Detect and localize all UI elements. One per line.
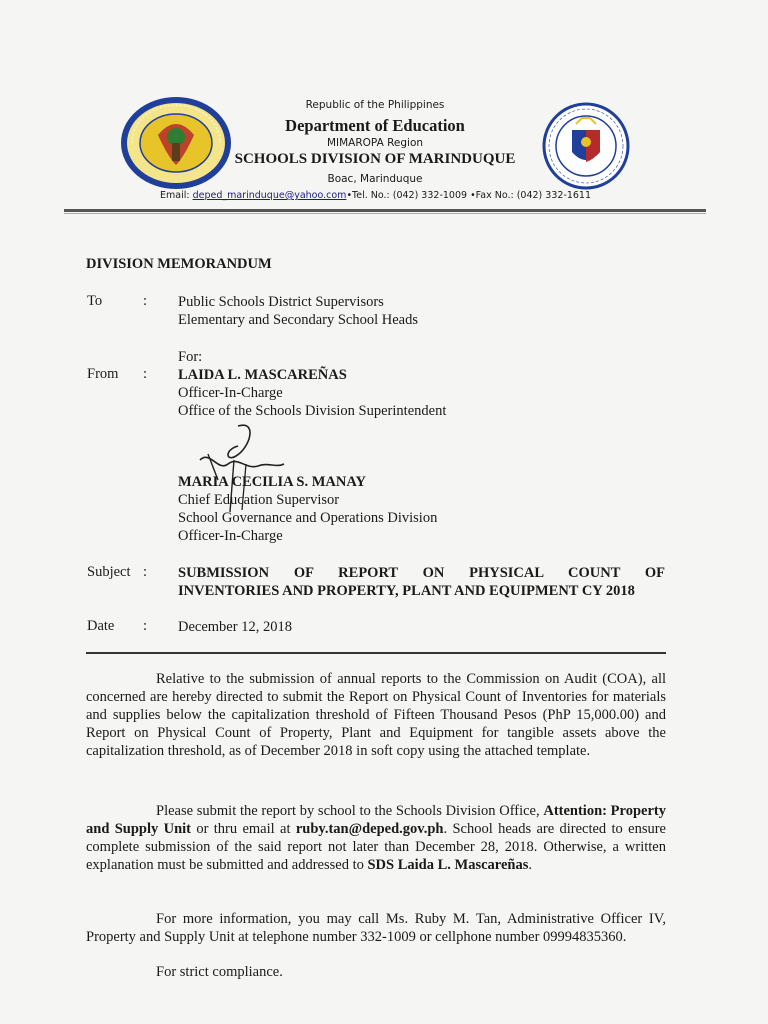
republic-line: Republic of the Philippines — [305, 99, 445, 111]
for-label: For: — [178, 349, 203, 365]
signer-line-1: Chief Education Supervisor — [178, 492, 340, 508]
p2-text-a: Please submit the report by school to the Schools Division Office, — [156, 803, 544, 819]
to-line-2: Elementary and Secondary School Heads — [178, 312, 418, 328]
subject-label: Subject — [87, 564, 131, 580]
from-label: From — [87, 366, 119, 382]
date-label: Date — [87, 618, 115, 634]
header-rule-thin — [64, 213, 706, 214]
body-paragraph-2 — [86, 802, 666, 874]
p2-text-g: . — [528, 857, 532, 873]
subject-line-2: INVENTORIES AND PROPERTY, PLANT AND EQUIPMENT CY 2018 — [178, 583, 635, 599]
from-name: LAIDA L. MASCAREÑAS — [178, 367, 347, 383]
header-rule — [64, 209, 706, 212]
contact-line — [160, 190, 610, 201]
signer-line-3: Officer-In-Charge — [178, 528, 283, 544]
from-colon: : — [143, 366, 148, 382]
to-label: To — [87, 293, 103, 309]
p2-email[interactable]: ruby.tan@deped.gov.ph — [295, 821, 444, 837]
department-name: Department of Education — [285, 116, 465, 135]
signer-name: MARIA CECILIA S. MANAY — [178, 474, 366, 490]
from-title-2: Office of the Schools Division Superintendent — [178, 403, 447, 419]
p2-text-c: or thru email at — [191, 821, 296, 837]
subject-line-1: SUBMISSION OF REPORT ON PHYSICAL COUNT OF — [178, 565, 665, 581]
date-value: December 12, 2018 — [178, 619, 292, 635]
body-paragraph-3: For more information, you may call Ms. Ruby M. Tan, Administrative Officer IV, Property and Supply Unit at telephone number 332-1009 or cellphone number 09994835360. — [86, 911, 666, 945]
contact-rest: •Tel. No.: (042) 332-1009 •Fax No.: (042) 332-1611 — [346, 190, 592, 201]
subject-colon: : — [143, 564, 148, 580]
memo-divider — [86, 652, 666, 654]
body-paragraph-4: For strict compliance. — [156, 964, 283, 980]
p2-sds-name: SDS Laida L. Mascareñas — [367, 857, 529, 873]
date-colon: : — [143, 618, 148, 634]
email-link[interactable]: deped_marinduque@yahoo.com — [192, 190, 347, 201]
to-line-1: Public Schools District Supervisors — [178, 294, 384, 310]
from-title-1: Officer-In-Charge — [178, 385, 283, 401]
division-name: SCHOOLS DIVISION OF MARINDUQUE — [234, 151, 516, 167]
address-line: Boac, Marinduque — [327, 173, 423, 185]
region-line: MIMAROPA Region — [326, 137, 424, 149]
to-colon: : — [143, 293, 148, 309]
signer-line-2: School Governance and Operations Division — [178, 510, 438, 526]
p2-attention: Attention: Property and Supply Unit — [86, 803, 666, 837]
contact-prefix: Email: — [160, 190, 193, 201]
memo-type-heading: DIVISION MEMORANDUM — [86, 256, 272, 272]
p2-text-e: . School heads are directed to ensure complete submission of the said report not later than December 28, 2018. Otherwise, a written explanation must be submitted and addressed to — [86, 821, 666, 873]
body-paragraph-1: Relative to the submission of annual reports to the Commission on Audit (COA), all concerned are hereby directed to submit the Report on Physical Count of Inventories for materials and supplies below the capitalization threshold of Fifteen Thousand Pesos (PhP 15,000.00) and Report on Physical Count of Property, Plant and Equipment for tangible assets above the capitalization threshold, as of December 2018 in soft copy using the attached template. — [86, 671, 666, 759]
